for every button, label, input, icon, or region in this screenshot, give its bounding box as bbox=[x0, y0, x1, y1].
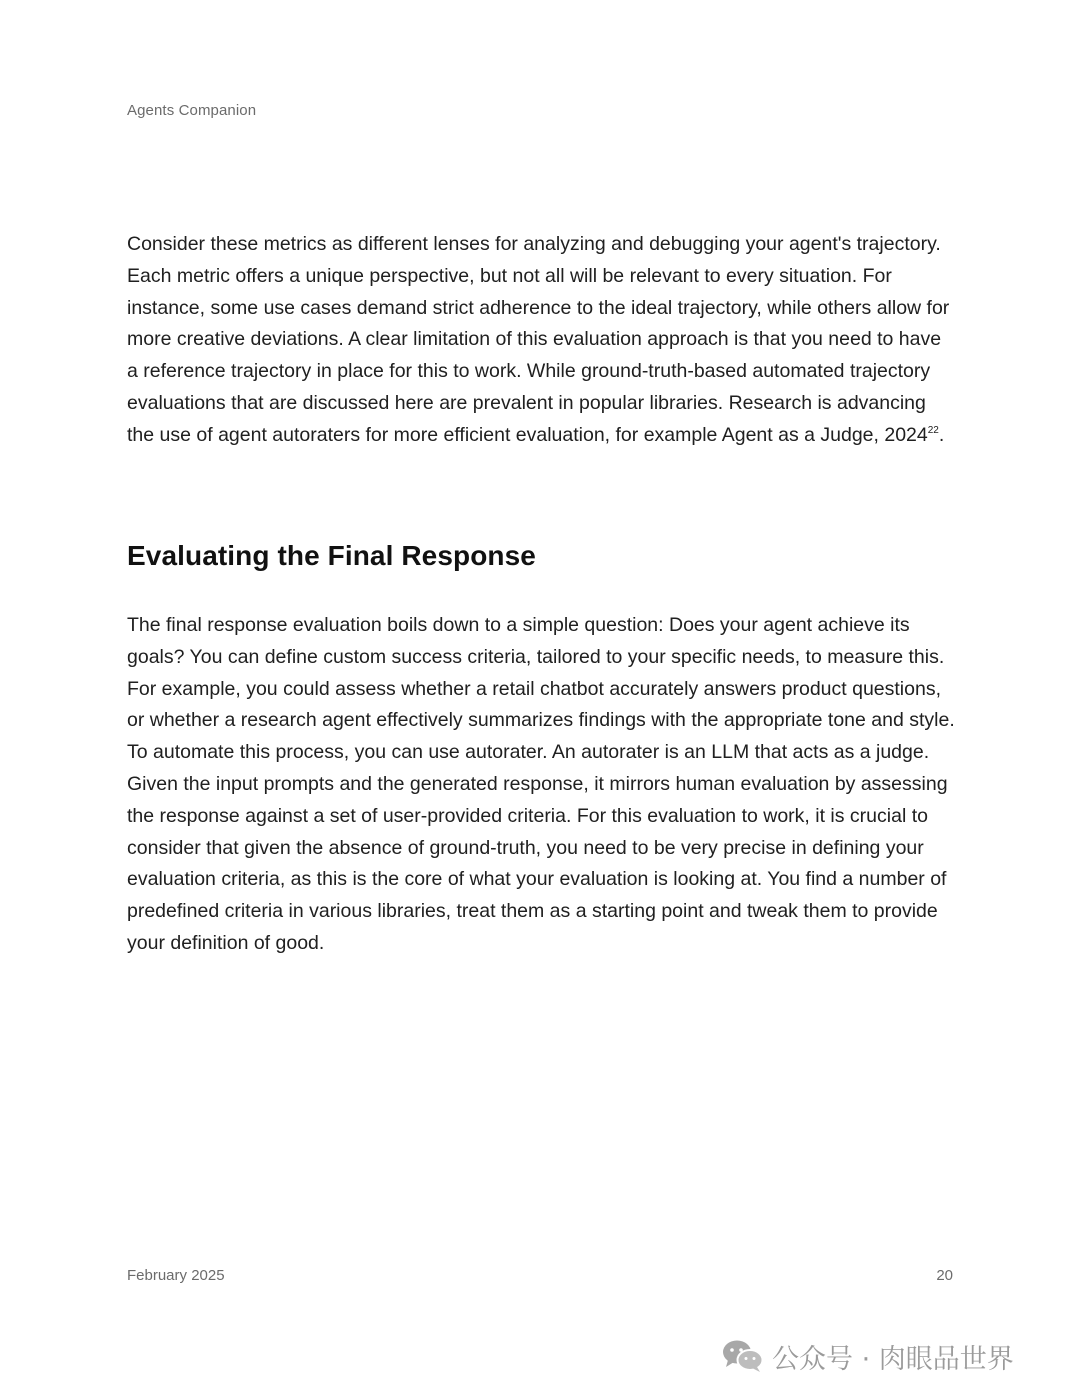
page-number: 20 bbox=[936, 1267, 953, 1284]
paragraph-text: Consider these metrics as different lenses for analyzing and debugging your agent's trajectory. Each metric offers a unique perspective, but not all will be relevant to every situation. For instance, some use cases demand strict adherence to the ideal trajectory, while others allow for more creative deviations. A clear limitation of this evaluation approach is that you need to have a reference trajectory in place for this to work. While ground-truth-based automated trajectory evaluations that are discussed here are prevalent in popular libraries. Research is advancing the use of agent autoraters for more efficient evaluation, for example Agent as a Judge, 2024 bbox=[127, 233, 950, 446]
watermark bbox=[722, 1336, 1014, 1376]
section-heading: Evaluating the Final Response bbox=[127, 540, 536, 571]
paragraph-final-response: The final response evaluation boils down to a simple question: Does your agent achieve its goals? You can define custom success criteria, tailored to your specific needs, to measure this. For example, you could assess whether a retail chatbot accurately answers product questions, or whether a research agent effectively summarizes findings with the appropriate tone and style. To automate this process, you can use autorater. An autorater is an LLM that acts as a judge. Given the input prompts and the generated response, it mirrors human evaluation by assessing the response against a set of user-provided criteria. For this evaluation to work, it is crucial to consider that given the absence of ground-truth, you need to be very precise in defining your evaluation criteria, as this is the core of what your evaluation is looking at. You find a number of predefined criteria in various libraries, treat them as a starting point and tweak them to provide your definition of good. bbox=[127, 614, 955, 954]
paragraph-end-punctuation: . bbox=[938, 423, 945, 446]
running-header-title: Agents Companion bbox=[127, 102, 257, 119]
wechat-icon bbox=[722, 1339, 764, 1373]
footer-date: February 2025 bbox=[127, 1267, 225, 1284]
footnote-reference[interactable]: 22 bbox=[927, 424, 939, 436]
paragraph-trajectory-metrics bbox=[127, 229, 957, 452]
watermark-text: 公众号 · 肉眼品世界 bbox=[772, 1343, 1014, 1375]
